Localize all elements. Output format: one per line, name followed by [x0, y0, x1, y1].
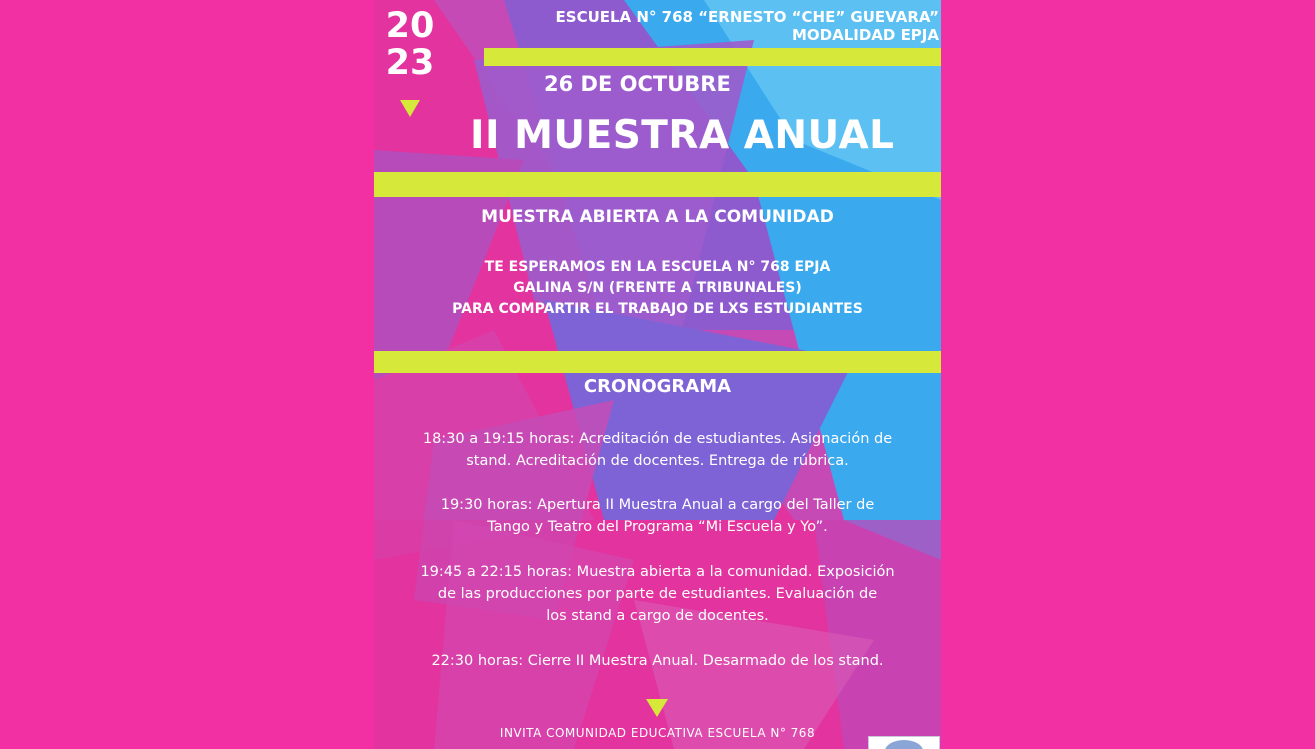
invite-line: PARA COMPARTIR EL TRABAJO DE LXS ESTUDIANTES — [452, 301, 863, 317]
school-name — [459, 8, 939, 44]
school-line-2: MODALIDAD EPJA — [791, 26, 939, 44]
triangle-down-icon — [646, 699, 668, 717]
event-title: II MUESTRA ANUAL — [470, 113, 895, 158]
poster-footer: INVITA COMUNIDAD EDUCATIVA ESCUELA N° 768 — [499, 726, 816, 740]
schedule-line: 18:30 a 19:15 horas: Acreditación de estudiantes. Asignación de — [422, 431, 893, 447]
year-top: 20 — [385, 6, 435, 46]
logo-emblem-icon — [885, 740, 923, 749]
year-bottom: 23 — [385, 43, 435, 83]
schedule-item — [374, 650, 941, 672]
invite-line: TE ESPERAMOS EN LA ESCUELA N° 768 EPJA — [484, 259, 831, 275]
invite-text — [374, 257, 941, 320]
schedule-item — [374, 428, 941, 472]
schedule-line: stand. Acreditación de docentes. Entrega de rúbrica. — [466, 453, 849, 469]
schedule-line: 19:30 horas: Apertura II Muestra Anual a cargo del Taller de — [440, 497, 875, 513]
schedule-line: 22:30 horas: Cierre II Muestra Anual. Desarmado de los stand. — [431, 653, 884, 669]
event-subtitle: MUESTRA ABIERTA A LA COMUNIDAD — [481, 207, 834, 227]
title-bar — [374, 172, 941, 197]
school-logo — [868, 736, 940, 749]
year-badge — [374, 8, 446, 82]
schedule-item — [374, 494, 941, 538]
schedule-title: CRONOGRAMA — [583, 376, 732, 397]
schedule-item — [374, 561, 941, 627]
schedule-line: 19:45 a 22:15 horas: Muestra abierta a la comunidad. Exposición — [420, 564, 895, 580]
invite-line: GALINA S/N (FRENTE A TRIBUNALES) — [513, 280, 802, 296]
event-poster — [374, 0, 941, 749]
schedule-line: Tango y Teatro del Programa “Mi Escuela y Yo”. — [487, 519, 828, 535]
triangle-down-icon — [400, 100, 420, 117]
schedule-line: los stand a cargo de docentes. — [546, 608, 769, 624]
event-date: 26 DE OCTUBRE — [544, 72, 731, 96]
school-line-1: ESCUELA N° 768 “ERNESTO “CHE” GUEVARA” — [555, 8, 939, 26]
schedule-bar — [374, 351, 941, 373]
header-bar — [484, 48, 941, 66]
schedule-line: de las producciones por parte de estudiantes. Evaluación de — [437, 586, 878, 602]
